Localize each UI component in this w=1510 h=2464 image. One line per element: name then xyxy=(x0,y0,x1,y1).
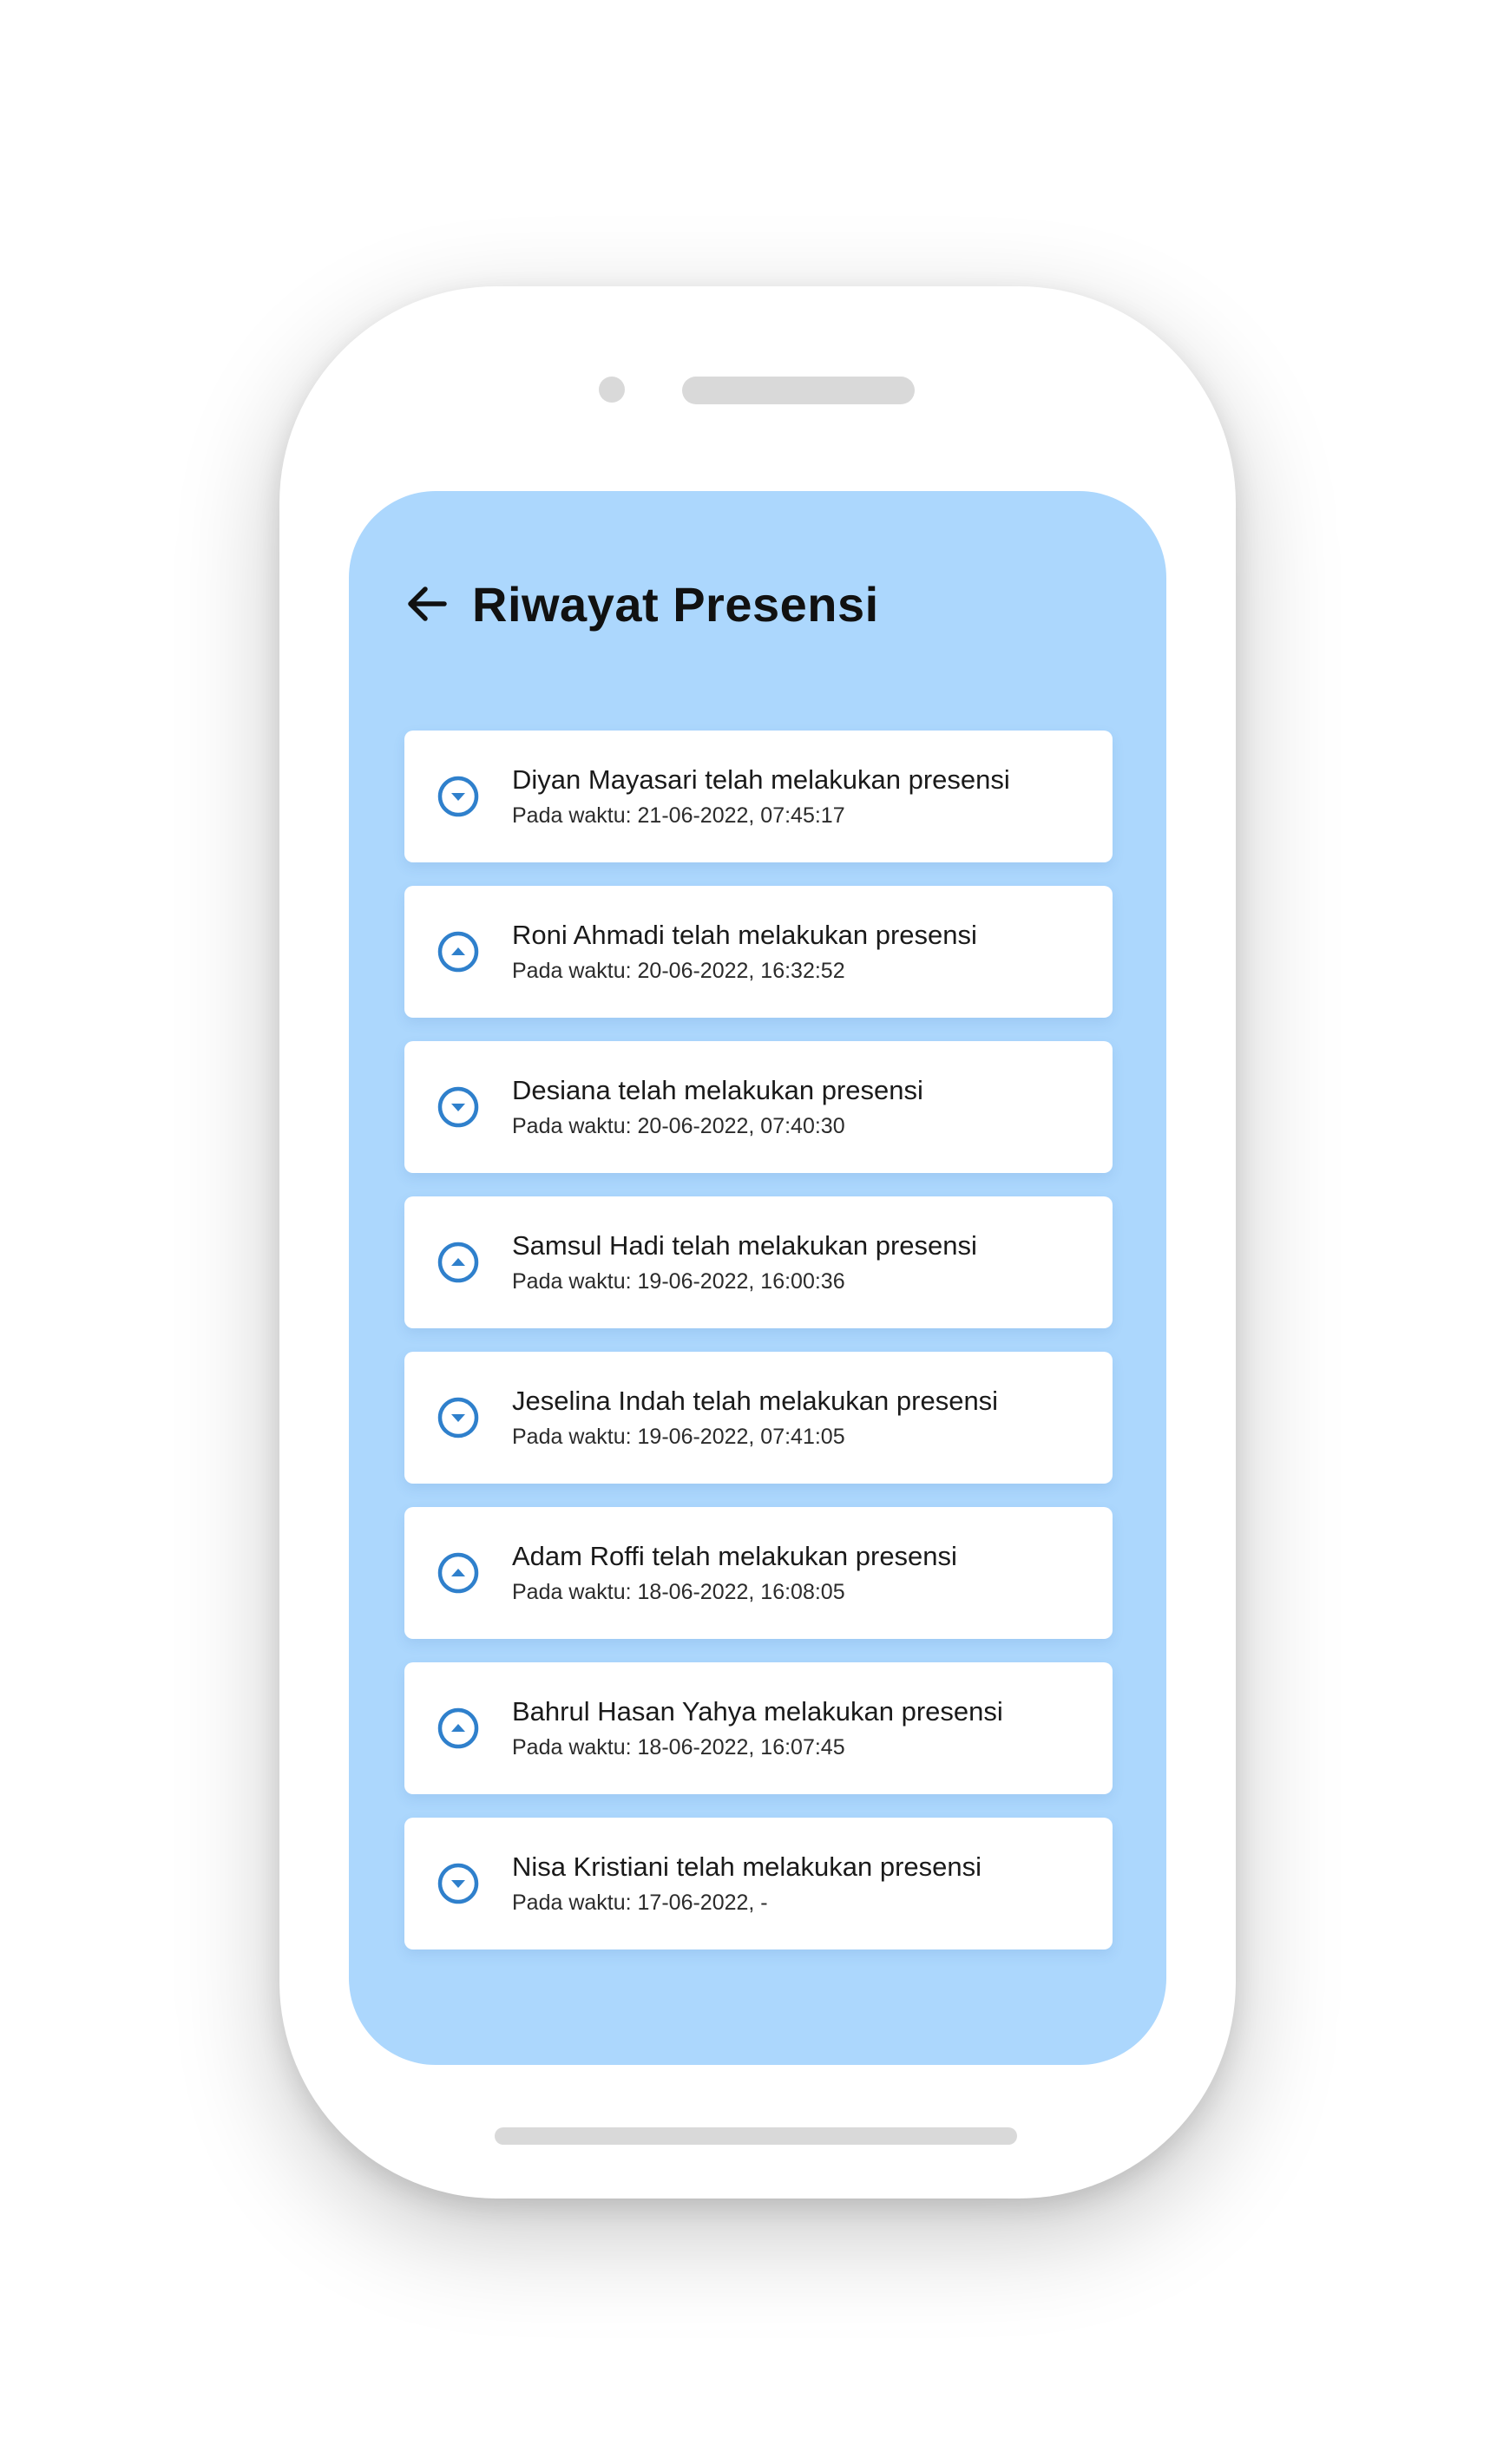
item-subtitle: Pada waktu: 18-06-2022, 16:07:45 xyxy=(512,1735,845,1760)
circle-chevron-up-icon[interactable] xyxy=(436,1706,481,1751)
app-screen xyxy=(349,491,1166,2065)
item-title: Adam Roffi telah melakukan presensi xyxy=(512,1541,957,1571)
item-subtitle: Pada waktu: 21-06-2022, 07:45:17 xyxy=(512,803,845,828)
item-title: Roni Ahmadi telah melakukan presensi xyxy=(512,920,977,950)
speaker xyxy=(682,377,915,404)
camera xyxy=(599,377,625,403)
item-subtitle: Pada waktu: 20-06-2022, 07:40:30 xyxy=(512,1114,845,1138)
item-title: Bahrul Hasan Yahya melakukan presensi xyxy=(512,1696,1003,1727)
item-subtitle: Pada waktu: 19-06-2022, 16:00:36 xyxy=(512,1269,845,1294)
list-item[interactable] xyxy=(404,731,1113,862)
list-item[interactable] xyxy=(404,1507,1113,1639)
circle-chevron-down-icon[interactable] xyxy=(436,774,481,819)
list-item[interactable] xyxy=(404,1041,1113,1173)
page-title: Riwayat Presensi xyxy=(472,576,879,632)
app-header xyxy=(403,569,879,639)
phone-frame xyxy=(279,286,1236,2199)
arrow-left-icon xyxy=(404,581,450,626)
list-item[interactable] xyxy=(404,1352,1113,1484)
item-subtitle: Pada waktu: 19-06-2022, 07:41:05 xyxy=(512,1425,845,1449)
item-title: Nisa Kristiani telah melakukan presensi xyxy=(512,1851,982,1882)
circle-chevron-up-icon[interactable] xyxy=(436,1550,481,1596)
attendance-list xyxy=(404,731,1113,1973)
circle-chevron-down-icon[interactable] xyxy=(436,1395,481,1440)
list-item[interactable] xyxy=(404,1662,1113,1794)
item-subtitle: Pada waktu: 20-06-2022, 16:32:52 xyxy=(512,959,845,983)
item-title: Jeselina Indah telah melakukan presensi xyxy=(512,1386,999,1416)
home-indicator[interactable] xyxy=(495,2127,1017,2145)
list-item[interactable] xyxy=(404,1818,1113,1950)
item-subtitle: Pada waktu: 17-06-2022, - xyxy=(512,1891,768,1915)
circle-chevron-down-icon[interactable] xyxy=(436,1861,481,1906)
back-button[interactable] xyxy=(403,580,451,628)
list-item[interactable] xyxy=(404,1196,1113,1328)
circle-chevron-up-icon[interactable] xyxy=(436,929,481,974)
item-title: Diyan Mayasari telah melakukan presensi xyxy=(512,764,1010,795)
circle-chevron-up-icon[interactable] xyxy=(436,1240,481,1285)
item-subtitle: Pada waktu: 18-06-2022, 16:08:05 xyxy=(512,1580,845,1604)
circle-chevron-down-icon[interactable] xyxy=(436,1085,481,1130)
list-item[interactable] xyxy=(404,886,1113,1018)
item-title: Desiana telah melakukan presensi xyxy=(512,1075,923,1105)
item-title: Samsul Hadi telah melakukan presensi xyxy=(512,1230,977,1261)
